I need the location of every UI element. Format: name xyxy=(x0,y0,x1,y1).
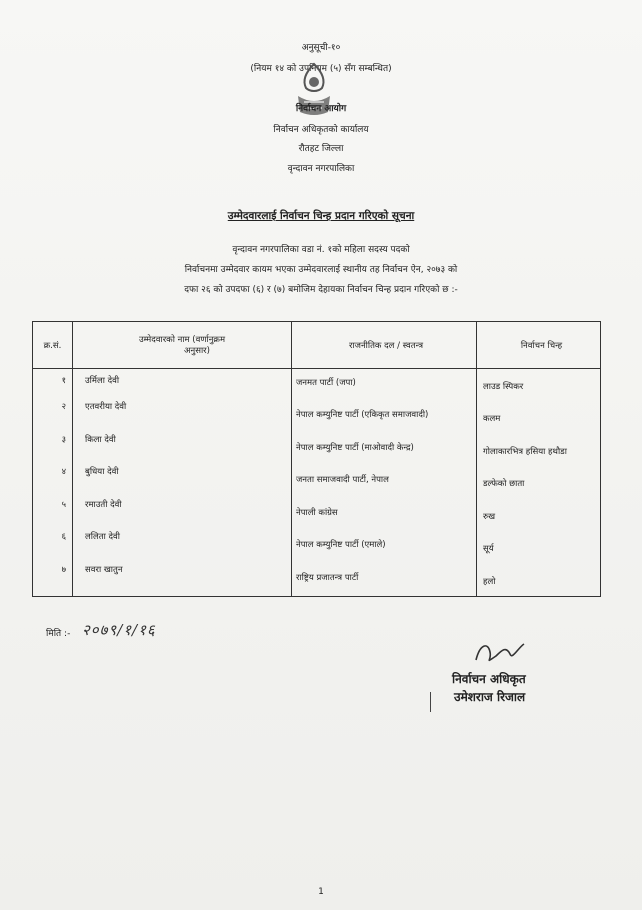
row-candidate-name: उर्मिला देवी xyxy=(73,369,292,402)
row-candidate-name: किला देवी xyxy=(73,434,292,467)
row-symbol: हलो xyxy=(477,564,601,597)
row-symbol: डल्फेको छाता xyxy=(477,466,601,499)
table-header-row xyxy=(33,322,601,369)
margin-mark xyxy=(430,692,431,712)
header-candidate-name xyxy=(73,322,292,369)
row-sn: ५ xyxy=(33,499,73,532)
row-sn: ४ xyxy=(33,466,73,499)
signatory-title: निर्वाचन अधिकृत xyxy=(452,672,526,686)
row-party: नेपाल कम्युनिष्ट पार्टी (एकिकृत समाजवादी) xyxy=(292,401,477,434)
row-party: जनमत पार्टी (जपा) xyxy=(292,369,477,402)
header-party: राजनीतिक दल / स्वतन्त्र xyxy=(292,322,477,369)
table-row xyxy=(33,401,601,434)
row-sn: ३ xyxy=(33,434,73,467)
intro-line-1: वृन्दावन नगरपालिका वडा नं. १को महिला सदस्य पदको xyxy=(232,245,410,255)
intro-line-3: दफा २६ को उपदफा (६) र (७) बमोजिम देहायका निर्वाचन चिन्ह प्रदान गरिएको छ :- xyxy=(184,285,458,295)
row-symbol: लाउड स्पिकर xyxy=(477,369,601,402)
rule-reference: (नियम १४ को उपनियम (५) सँग सम्बन्धित) xyxy=(250,64,392,74)
municipality-name: वृन्दावन नगरपालिका xyxy=(287,164,355,174)
row-sn: ७ xyxy=(33,564,73,597)
row-party: नेपाल कम्युनिष्ट पार्टी (माओवादी केन्द्र) xyxy=(292,434,477,467)
row-candidate-name: रमाउती देवी xyxy=(73,499,292,532)
candidate-table xyxy=(32,321,601,597)
table-row xyxy=(33,434,601,467)
date-value: २०७९/१/१६ xyxy=(82,621,156,639)
row-party: राष्ट्रिय प्रजातन्त्र पार्टी xyxy=(292,564,477,597)
table-row xyxy=(33,466,601,499)
page-number: 1 xyxy=(318,887,324,897)
row-sn: २ xyxy=(33,401,73,434)
signature-mark-icon xyxy=(470,638,530,668)
row-party: जनता समाजवादी पार्टी, नेपाल xyxy=(292,466,477,499)
table-row xyxy=(33,564,601,597)
row-party: नेपाल कम्युनिष्ट पार्टी (एमाले) xyxy=(292,531,477,564)
office-name: निर्वाचन अधिकृतको कार्यालय xyxy=(273,125,369,135)
row-candidate-name: बुधिया देवी xyxy=(73,466,292,499)
date-label: मिति :- xyxy=(46,629,71,639)
row-candidate-name: एतवरीया देवी xyxy=(73,401,292,434)
table-row xyxy=(33,499,601,532)
commission-name: निर्वाचन आयोग xyxy=(295,104,347,114)
row-candidate-name: सवरा खातुन xyxy=(73,564,292,597)
notice-title: उम्मेदवारलाई निर्वाचन चिन्ह प्रदान गरिएको सूचना xyxy=(227,210,415,222)
table-row xyxy=(33,531,601,564)
row-symbol: सूर्य xyxy=(477,531,601,564)
row-symbol: गोलाकारभित्र हसिया हथौडा xyxy=(477,434,601,467)
header-sn: क्र.सं. xyxy=(33,322,73,369)
table-row xyxy=(33,369,601,402)
intro-line-2: निर्वाचनमा उम्मेदवार कायम भएका उम्मेदवारलाई स्थानीय तह निर्वाचन ऐन, २०७३ को xyxy=(184,265,458,275)
row-sn: ६ xyxy=(33,531,73,564)
schedule-label: अनुसूची-१० xyxy=(301,43,341,53)
row-symbol: कलम xyxy=(477,401,601,434)
district-name: रौतहट जिल्ला xyxy=(298,144,344,154)
header-name-line-1: उम्मेदवारको नाम (वर्णानुक्रम xyxy=(138,335,226,345)
signatory-name: उमेशराज रिजाल xyxy=(454,690,526,704)
row-candidate-name: ललिता देवी xyxy=(73,531,292,564)
header-name-line-2: अनुसार) xyxy=(184,346,210,356)
row-party: नेपाली कांग्रेस xyxy=(292,499,477,532)
row-symbol: रुख xyxy=(477,499,601,532)
header-symbol: निर्वाचन चिन्ह xyxy=(477,322,601,369)
row-sn: १ xyxy=(33,369,73,402)
